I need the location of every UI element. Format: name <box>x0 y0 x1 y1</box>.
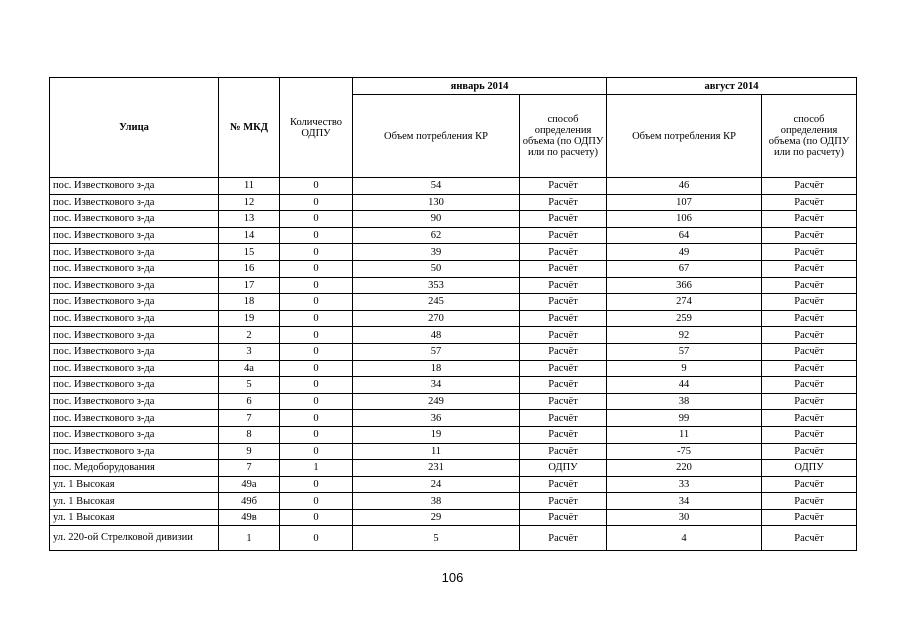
odpu-count-cell: 0 <box>280 327 353 344</box>
volume-august-cell: 67 <box>607 260 762 277</box>
street-cell: пос. Известкового з-да <box>50 211 219 228</box>
street-cell: пос. Известкового з-да <box>50 360 219 377</box>
street-cell: пос. Известкового з-да <box>50 227 219 244</box>
odpu-count-cell: 0 <box>280 244 353 261</box>
method-august-cell: Расчёт <box>762 343 857 360</box>
method-august-cell: Расчёт <box>762 509 857 526</box>
table-row <box>50 244 857 261</box>
table-row <box>50 410 857 427</box>
consumption-table <box>49 77 857 551</box>
volume-january-cell: 5 <box>353 526 520 551</box>
table-row <box>50 493 857 510</box>
mkd-cell: 7 <box>219 460 280 477</box>
street-cell: ул. 1 Высокая <box>50 493 219 510</box>
volume-january-cell: 39 <box>353 244 520 261</box>
volume-january-cell: 38 <box>353 493 520 510</box>
volume-august-cell: -75 <box>607 443 762 460</box>
volume-august-cell: 64 <box>607 227 762 244</box>
mkd-cell: 3 <box>219 343 280 360</box>
mkd-cell: 2 <box>219 327 280 344</box>
method-august-cell: Расчёт <box>762 443 857 460</box>
table-row <box>50 460 857 477</box>
method-january-cell: Расчёт <box>520 227 607 244</box>
mkd-cell: 17 <box>219 277 280 294</box>
volume-august-cell: 38 <box>607 393 762 410</box>
mkd-cell: 14 <box>219 227 280 244</box>
odpu-count-cell: 0 <box>280 343 353 360</box>
volume-august-cell: 274 <box>607 294 762 311</box>
volume-august-cell: 4 <box>607 526 762 551</box>
method-august-cell: Расчёт <box>762 178 857 195</box>
volume-august-cell: 106 <box>607 211 762 228</box>
odpu-count-cell: 0 <box>280 443 353 460</box>
volume-august-cell: 220 <box>607 460 762 477</box>
volume-january-cell: 18 <box>353 360 520 377</box>
volume-august-cell: 99 <box>607 410 762 427</box>
method-january-cell: Расчёт <box>520 343 607 360</box>
volume-january-cell: 245 <box>353 294 520 311</box>
volume-august-cell: 30 <box>607 509 762 526</box>
table-row <box>50 211 857 228</box>
street-cell: пос. Известкового з-да <box>50 260 219 277</box>
street-cell: пос. Известкового з-да <box>50 327 219 344</box>
mkd-cell: 4а <box>219 360 280 377</box>
volume-august-cell: 49 <box>607 244 762 261</box>
page-number: 106 <box>441 570 464 585</box>
street-cell: пос. Известкового з-да <box>50 443 219 460</box>
table-row <box>50 194 857 211</box>
odpu-count-cell: 0 <box>280 194 353 211</box>
method-january-cell: Расчёт <box>520 443 607 460</box>
volume-january-cell: 249 <box>353 393 520 410</box>
method-august-cell: Расчёт <box>762 277 857 294</box>
street-cell: пос. Известкового з-да <box>50 244 219 261</box>
street-cell: пос. Известкового з-да <box>50 310 219 327</box>
table-row <box>50 476 857 493</box>
method-january-cell: Расчёт <box>520 410 607 427</box>
volume-january-cell: 130 <box>353 194 520 211</box>
volume-august-cell: 9 <box>607 360 762 377</box>
method-august-cell: Расчёт <box>762 244 857 261</box>
mkd-cell: 49в <box>219 509 280 526</box>
volume-august-cell: 107 <box>607 194 762 211</box>
odpu-count-header: Количество ОДПУ <box>280 78 353 178</box>
street-cell: пос. Известкового з-да <box>50 294 219 311</box>
method-january-cell: Расчёт <box>520 393 607 410</box>
volume-january-cell: 353 <box>353 277 520 294</box>
mkd-cell: 16 <box>219 260 280 277</box>
table-row <box>50 360 857 377</box>
period-header-january: январь 2014 <box>353 78 607 95</box>
method-august-cell: Расчёт <box>762 393 857 410</box>
method-august-cell: Расчёт <box>762 476 857 493</box>
odpu-count-cell: 0 <box>280 211 353 228</box>
mkd-cell: 6 <box>219 393 280 410</box>
method-january-cell: Расчёт <box>520 211 607 228</box>
mkd-cell: 5 <box>219 377 280 394</box>
method-january-cell: Расчёт <box>520 327 607 344</box>
volume-january-cell: 36 <box>353 410 520 427</box>
volume-january-cell: 24 <box>353 476 520 493</box>
mkd-cell: 15 <box>219 244 280 261</box>
mkd-cell: 18 <box>219 294 280 311</box>
volume-august-cell: 57 <box>607 343 762 360</box>
volume-january-cell: 90 <box>353 211 520 228</box>
method-january-cell: Расчёт <box>520 476 607 493</box>
method-january-cell: Расчёт <box>520 194 607 211</box>
volume-header-january: Объем потребления КР <box>353 95 520 178</box>
street-cell: пос. Известкового з-да <box>50 194 219 211</box>
table-row <box>50 178 857 195</box>
method-january-cell: ОДПУ <box>520 460 607 477</box>
method-january-cell: Расчёт <box>520 260 607 277</box>
volume-august-cell: 92 <box>607 327 762 344</box>
mkd-cell: 8 <box>219 426 280 443</box>
table-row <box>50 526 857 551</box>
mkd-cell: 19 <box>219 310 280 327</box>
volume-january-cell: 29 <box>353 509 520 526</box>
volume-january-cell: 57 <box>353 343 520 360</box>
volume-january-cell: 34 <box>353 377 520 394</box>
method-january-cell: Расчёт <box>520 377 607 394</box>
mkd-cell: 13 <box>219 211 280 228</box>
method-august-cell: Расчёт <box>762 211 857 228</box>
odpu-count-cell: 0 <box>280 410 353 427</box>
odpu-count-cell: 1 <box>280 460 353 477</box>
method-august-cell: ОДПУ <box>762 460 857 477</box>
volume-january-cell: 11 <box>353 443 520 460</box>
method-august-cell: Расчёт <box>762 493 857 510</box>
method-january-cell: Расчёт <box>520 294 607 311</box>
odpu-count-cell: 0 <box>280 277 353 294</box>
method-august-cell: Расчёт <box>762 260 857 277</box>
method-august-cell: Расчёт <box>762 377 857 394</box>
street-cell: пос. Известкового з-да <box>50 410 219 427</box>
street-cell: пос. Известкового з-да <box>50 393 219 410</box>
method-january-cell: Расчёт <box>520 277 607 294</box>
street-cell: пос. Известкового з-да <box>50 377 219 394</box>
table-row <box>50 426 857 443</box>
street-cell: пос. Известкового з-да <box>50 343 219 360</box>
method-august-cell: Расчёт <box>762 327 857 344</box>
volume-august-cell: 33 <box>607 476 762 493</box>
mkd-cell: 7 <box>219 410 280 427</box>
table-row <box>50 310 857 327</box>
method-january-cell: Расчёт <box>520 178 607 195</box>
volume-august-cell: 11 <box>607 426 762 443</box>
volume-august-cell: 259 <box>607 310 762 327</box>
method-january-cell: Расчёт <box>520 360 607 377</box>
odpu-count-cell: 0 <box>280 526 353 551</box>
method-january-cell: Расчёт <box>520 244 607 261</box>
street-cell: пос. Известкового з-да <box>50 178 219 195</box>
method-header-january: способ определения объема (по ОДПУ или по расчету) <box>520 95 607 178</box>
mkd-cell: 49б <box>219 493 280 510</box>
method-august-cell: Расчёт <box>762 410 857 427</box>
street-cell: пос. Известкового з-да <box>50 426 219 443</box>
table-row <box>50 393 857 410</box>
odpu-count-cell: 0 <box>280 493 353 510</box>
method-august-cell: Расчёт <box>762 426 857 443</box>
mkd-cell: 1 <box>219 526 280 551</box>
volume-january-cell: 48 <box>353 327 520 344</box>
volume-january-cell: 50 <box>353 260 520 277</box>
table-row <box>50 277 857 294</box>
method-january-cell: Расчёт <box>520 509 607 526</box>
mkd-header: № МКД <box>219 78 280 178</box>
odpu-count-cell: 0 <box>280 294 353 311</box>
odpu-count-cell: 0 <box>280 377 353 394</box>
street-cell: ул. 1 Высокая <box>50 476 219 493</box>
method-august-cell: Расчёт <box>762 310 857 327</box>
odpu-count-cell: 0 <box>280 509 353 526</box>
table-row <box>50 377 857 394</box>
volume-header-august: Объем потребления КР <box>607 95 762 178</box>
volume-august-cell: 44 <box>607 377 762 394</box>
method-august-cell: Расчёт <box>762 526 857 551</box>
method-january-cell: Расчёт <box>520 526 607 551</box>
method-august-cell: Расчёт <box>762 360 857 377</box>
odpu-count-cell: 0 <box>280 178 353 195</box>
volume-august-cell: 34 <box>607 493 762 510</box>
mkd-cell: 11 <box>219 178 280 195</box>
method-august-cell: Расчёт <box>762 227 857 244</box>
volume-january-cell: 270 <box>353 310 520 327</box>
odpu-count-cell: 0 <box>280 393 353 410</box>
volume-january-cell: 19 <box>353 426 520 443</box>
mkd-cell: 12 <box>219 194 280 211</box>
odpu-count-cell: 0 <box>280 260 353 277</box>
table-row <box>50 509 857 526</box>
odpu-count-cell: 0 <box>280 426 353 443</box>
period-header-august: август 2014 <box>607 78 857 95</box>
odpu-count-cell: 0 <box>280 227 353 244</box>
method-header-august: способ определения объема (по ОДПУ или по расчету) <box>762 95 857 178</box>
table-row <box>50 443 857 460</box>
odpu-count-cell: 0 <box>280 360 353 377</box>
method-august-cell: Расчёт <box>762 294 857 311</box>
table-row <box>50 327 857 344</box>
street-header: Улица <box>50 78 219 178</box>
method-january-cell: Расчёт <box>520 310 607 327</box>
table-row <box>50 294 857 311</box>
volume-august-cell: 46 <box>607 178 762 195</box>
method-january-cell: Расчёт <box>520 426 607 443</box>
street-cell: ул. 220-ой Стрелковой дивизии <box>50 526 219 551</box>
odpu-count-cell: 0 <box>280 310 353 327</box>
volume-january-cell: 62 <box>353 227 520 244</box>
volume-january-cell: 231 <box>353 460 520 477</box>
mkd-cell: 9 <box>219 443 280 460</box>
volume-january-cell: 54 <box>353 178 520 195</box>
table-row <box>50 260 857 277</box>
street-cell: пос. Медоборудования <box>50 460 219 477</box>
street-cell: ул. 1 Высокая <box>50 509 219 526</box>
odpu-count-cell: 0 <box>280 476 353 493</box>
method-january-cell: Расчёт <box>520 493 607 510</box>
street-cell: пос. Известкового з-да <box>50 277 219 294</box>
table-row <box>50 227 857 244</box>
method-august-cell: Расчёт <box>762 194 857 211</box>
table-row <box>50 343 857 360</box>
mkd-cell: 49а <box>219 476 280 493</box>
volume-august-cell: 366 <box>607 277 762 294</box>
table-body <box>50 178 857 551</box>
